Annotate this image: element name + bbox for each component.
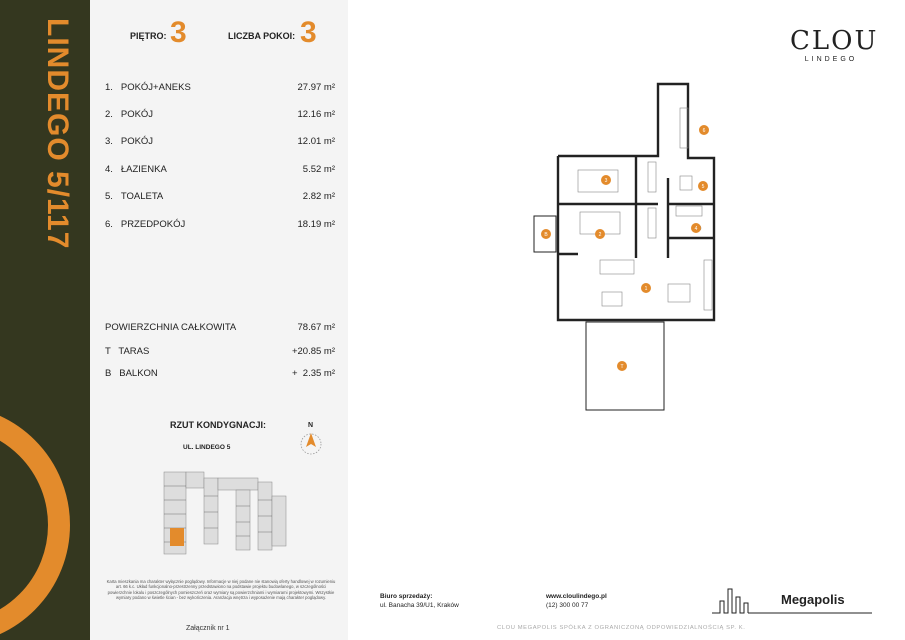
room-area: 27.97 m² — [297, 82, 335, 93]
megapolis-logo: Megapolis — [781, 592, 845, 607]
contact-info — [546, 592, 607, 610]
room-name: POKÓJ — [120, 109, 154, 120]
north-label: N — [308, 422, 314, 429]
sales-office-address: ul. Banacha 39/U1, Kraków — [380, 602, 459, 609]
apartment-highlight — [170, 528, 184, 546]
apartment-floor-plan — [528, 78, 728, 418]
room-number: 6. — [105, 219, 113, 230]
room-name: PRZEDPOKÓJ — [120, 219, 186, 230]
room-number: 4. — [105, 164, 113, 175]
room-name: POKÓJ+ANEKS — [120, 82, 191, 93]
plan-label-3: 3 — [604, 178, 608, 184]
terrace-label: T TARAS — [105, 346, 150, 357]
room-name: ŁAZIENKA — [120, 164, 167, 175]
room-name: TOALETA — [120, 191, 164, 202]
floor-label: PIĘTRO: — [130, 31, 167, 41]
floor-plan-title: RZUT KONDYGNACJI: — [170, 420, 266, 430]
room-area: 5.52 m² — [302, 164, 335, 175]
logo-sub: LINDEGO — [804, 56, 858, 63]
room-number: 1. — [105, 82, 113, 93]
plan-label-terrace: T — [620, 364, 624, 370]
sales-office — [380, 592, 459, 610]
room-area: 12.16 m² — [297, 109, 335, 120]
plan-label-6: 6 — [702, 128, 706, 134]
room-row — [105, 164, 335, 178]
rooms-count-label: LICZBA POKOI: — [228, 31, 296, 41]
sales-office-label: Biuro sprzedaży: — [380, 593, 433, 600]
north-arrow-icon — [296, 420, 326, 460]
building-key-plan — [150, 456, 300, 566]
plan-label-2: 2 — [598, 232, 602, 238]
street-label: UL. LINDEGO 5 — [183, 444, 231, 451]
total-area-value: 78.67 m² — [297, 322, 335, 333]
room-number: 5. — [105, 191, 113, 202]
room-row — [105, 136, 335, 150]
terrace-area: +20.85 m² — [291, 346, 335, 357]
disclaimer-text: Karta mieszkania ma charakter wyłącznie poglądowy. Informacje w niej podane nie stanowią oferty handlowej w rozumieniu art. 66 k.c. Układ funkcjonalno-przestrzenny przedstawiono na podstawie projektu budowlanego, w szczególności powierzchnie lokalu i poszczególnych pomieszczeń oraz wymiary są powierzchniami i wymiarami projektowymi. Wszystkie wymiary podano w świetle ścian - bez wykończenia. Aranżacja wnętrza i wyposażenie mają charakter poglądowy. — [106, 579, 336, 601]
apartment-title: LINDEGO 5/117 — [41, 18, 74, 250]
phone-number: (12) 300 00 77 — [546, 602, 589, 609]
plan-label-balcony: B — [544, 232, 548, 238]
clou-logo — [790, 26, 879, 63]
logo-main: CLOU — [790, 26, 879, 56]
orange-arc-decoration — [0, 405, 70, 640]
room-area: 12.01 m² — [297, 136, 335, 147]
room-area: 2.82 m² — [302, 191, 335, 202]
room-number: 2. — [105, 109, 113, 120]
balcony-label: B BALKON — [105, 368, 158, 379]
room-area: 18.19 m² — [297, 219, 335, 230]
room-row — [105, 82, 335, 96]
room-row — [105, 191, 335, 205]
plan-label-5: 5 — [701, 184, 705, 190]
rooms-count-value: 3 — [300, 16, 317, 49]
annex-label: Załącznik nr 1 — [186, 625, 230, 632]
room-row — [105, 109, 335, 123]
plan-label-4: 4 — [694, 226, 698, 232]
room-name: POKÓJ — [120, 136, 154, 147]
company-name: CLOU MEGAPOLIS SPÓŁKA Z OGRANICZONĄ ODPOWIEDZIALNOŚCIĄ SP. K. — [497, 625, 746, 631]
sidebar — [0, 0, 90, 640]
floor-value: 3 — [170, 16, 187, 49]
website-link[interactable]: www.cloulindego.pl — [546, 593, 607, 600]
plan-label-1: 1 — [644, 286, 648, 292]
total-area-label: POWIERZCHNIA CAŁKOWITA — [105, 322, 237, 333]
room-row — [105, 219, 335, 233]
balcony-area: + 2.35 m² — [291, 368, 335, 379]
room-number: 3. — [105, 136, 113, 147]
